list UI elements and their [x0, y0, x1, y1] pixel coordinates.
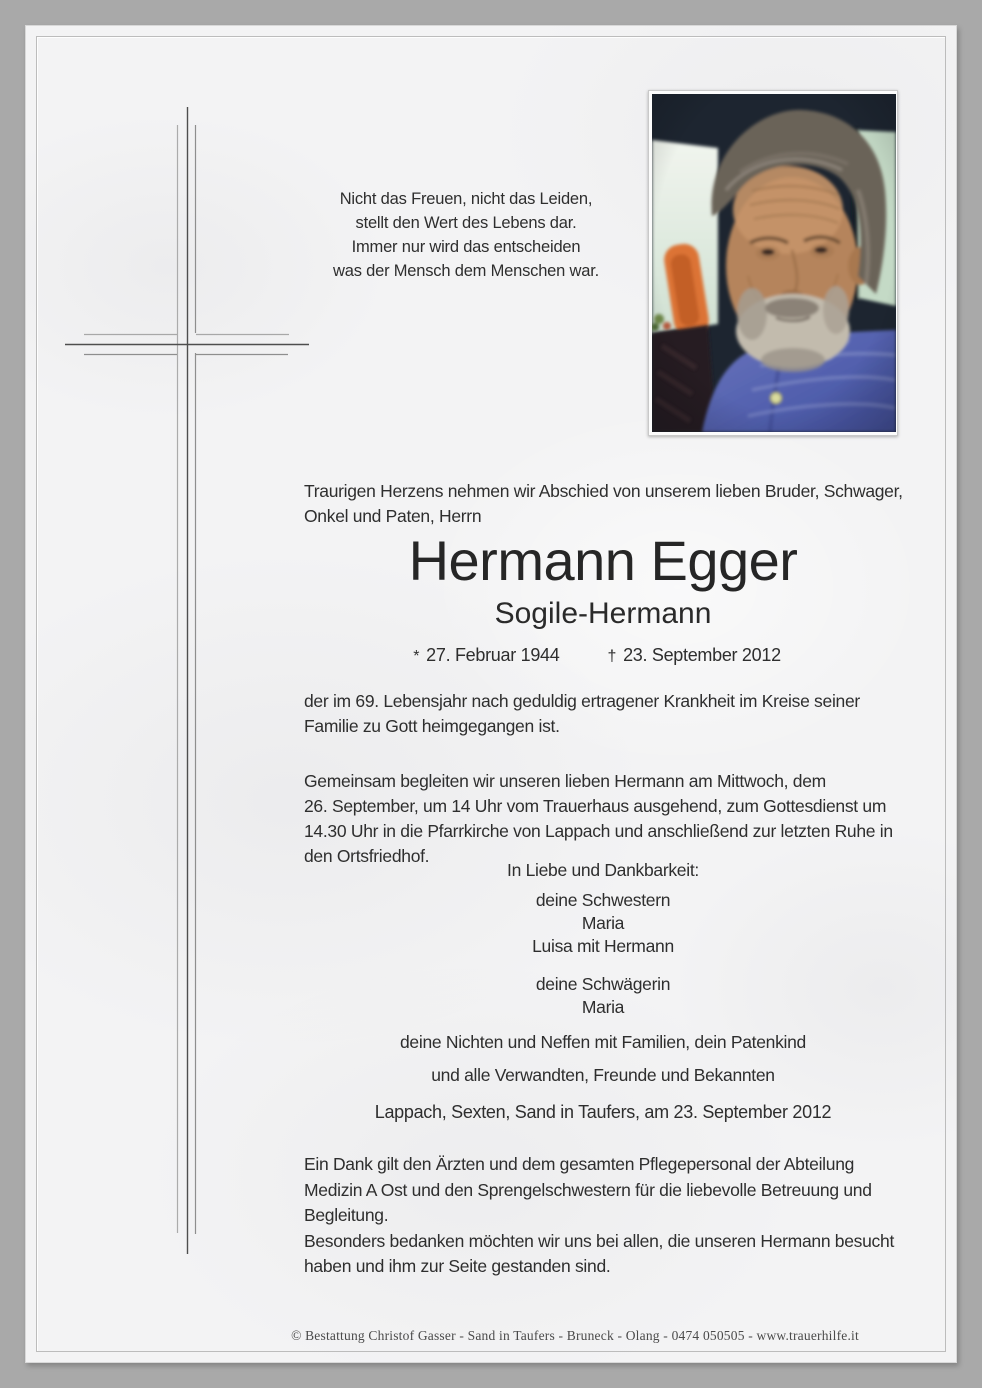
- birth-date: [413, 644, 559, 668]
- thanks-line: Medizin A Ost und den Sprengelschwestern für die liebevolle Betreuung und: [304, 1179, 872, 1200]
- born-symbol: *: [413, 648, 420, 665]
- mourners-nieces-nephews: deine Nichten und Neffen mit Familien, dein Patenkind: [400, 1032, 806, 1052]
- memorial-card: [25, 25, 957, 1363]
- mourner-line: deine Schwägerin: [535, 974, 671, 994]
- mourner-line: Maria: [581, 997, 625, 1017]
- poem-line: stellt den Wert des Lebens dar.: [355, 214, 577, 232]
- death-date: [607, 644, 780, 668]
- mourner-line: Maria: [581, 913, 625, 933]
- thanks-line: Begleitung.: [304, 1205, 389, 1225]
- mourner-line: deine Schwestern: [535, 890, 671, 910]
- birth-date-text: 27. Februar 1944: [426, 645, 560, 665]
- deceased-name: Hermann Egger: [408, 529, 798, 592]
- death-date-text: 23. September 2012: [623, 645, 781, 665]
- paragraph-line: den Ortsfriedhof.: [304, 846, 430, 866]
- funeral-home-footer: © Bestattung Christof Gasser - Sand in Taufers - Bruneck - Olang - 0474 050505 - www.trauerhilfe.it: [291, 1328, 859, 1343]
- mourners-group-sisters: [294, 889, 912, 958]
- thanks-paragraph: [304, 1152, 944, 1280]
- intro-text: [304, 479, 944, 529]
- paragraph-line: 14.30 Uhr in die Pfarrkirche von Lappach und anschließend zur letzten Ruhe in: [304, 821, 893, 841]
- funeral-details-paragraph: [304, 769, 944, 869]
- thanks-line: haben und ihm zur Seite gestanden sind.: [304, 1256, 611, 1276]
- thanks-line: Ein Dank gilt den Ärzten und dem gesamten Pflegepersonal der Abteilung: [304, 1154, 855, 1174]
- poem-line: was der Mensch dem Menschen war.: [333, 262, 599, 280]
- place-date-line: Lappach, Sexten, Sand in Taufers, am 23. September 2012: [374, 1102, 832, 1122]
- life-dates: [287, 644, 907, 668]
- intro-line: Onkel und Paten, Herrn: [304, 506, 482, 526]
- thanks-line: Besonders bedanken möchten wir uns bei allen, die unseren Hermann besucht: [304, 1230, 895, 1251]
- portrait-photo: [652, 94, 896, 432]
- poem-line: Immer nur wird das entscheiden: [351, 238, 581, 256]
- mourners-group-sister-in-law: [294, 973, 912, 1019]
- deceased-nickname: Sogile-Hermann: [494, 597, 712, 630]
- mourners-relatives: und alle Verwandten, Freunde und Bekannten: [431, 1065, 775, 1085]
- poem-line: Nicht das Freuen, nicht das Leiden,: [339, 190, 593, 208]
- mourners-heading: In Liebe und Dankbarkeit:: [507, 860, 699, 880]
- mourner-line: Luisa mit Hermann: [532, 936, 674, 956]
- intro-line: Traurigen Herzens nehmen wir Abschied von unserem lieben Bruder, Schwager,: [304, 481, 903, 501]
- paragraph-line: der im 69. Lebensjahr nach geduldig ertragener Krankheit im Kreise seiner: [304, 691, 860, 711]
- paragraph-line: Gemeinsam begleiten wir unseren lieben Hermann am Mittwoch, dem: [304, 771, 826, 791]
- portrait-photo-frame: [648, 90, 898, 436]
- paragraph-line: Familie zu Gott heimgegangen ist.: [304, 716, 560, 736]
- paragraph-line: 26. September, um 14 Uhr vom Trauerhaus ausgehend, zum Gottesdienst um: [304, 796, 887, 816]
- obituary-paragraph: [304, 689, 944, 739]
- cross-dagger-symbol: †: [607, 648, 617, 665]
